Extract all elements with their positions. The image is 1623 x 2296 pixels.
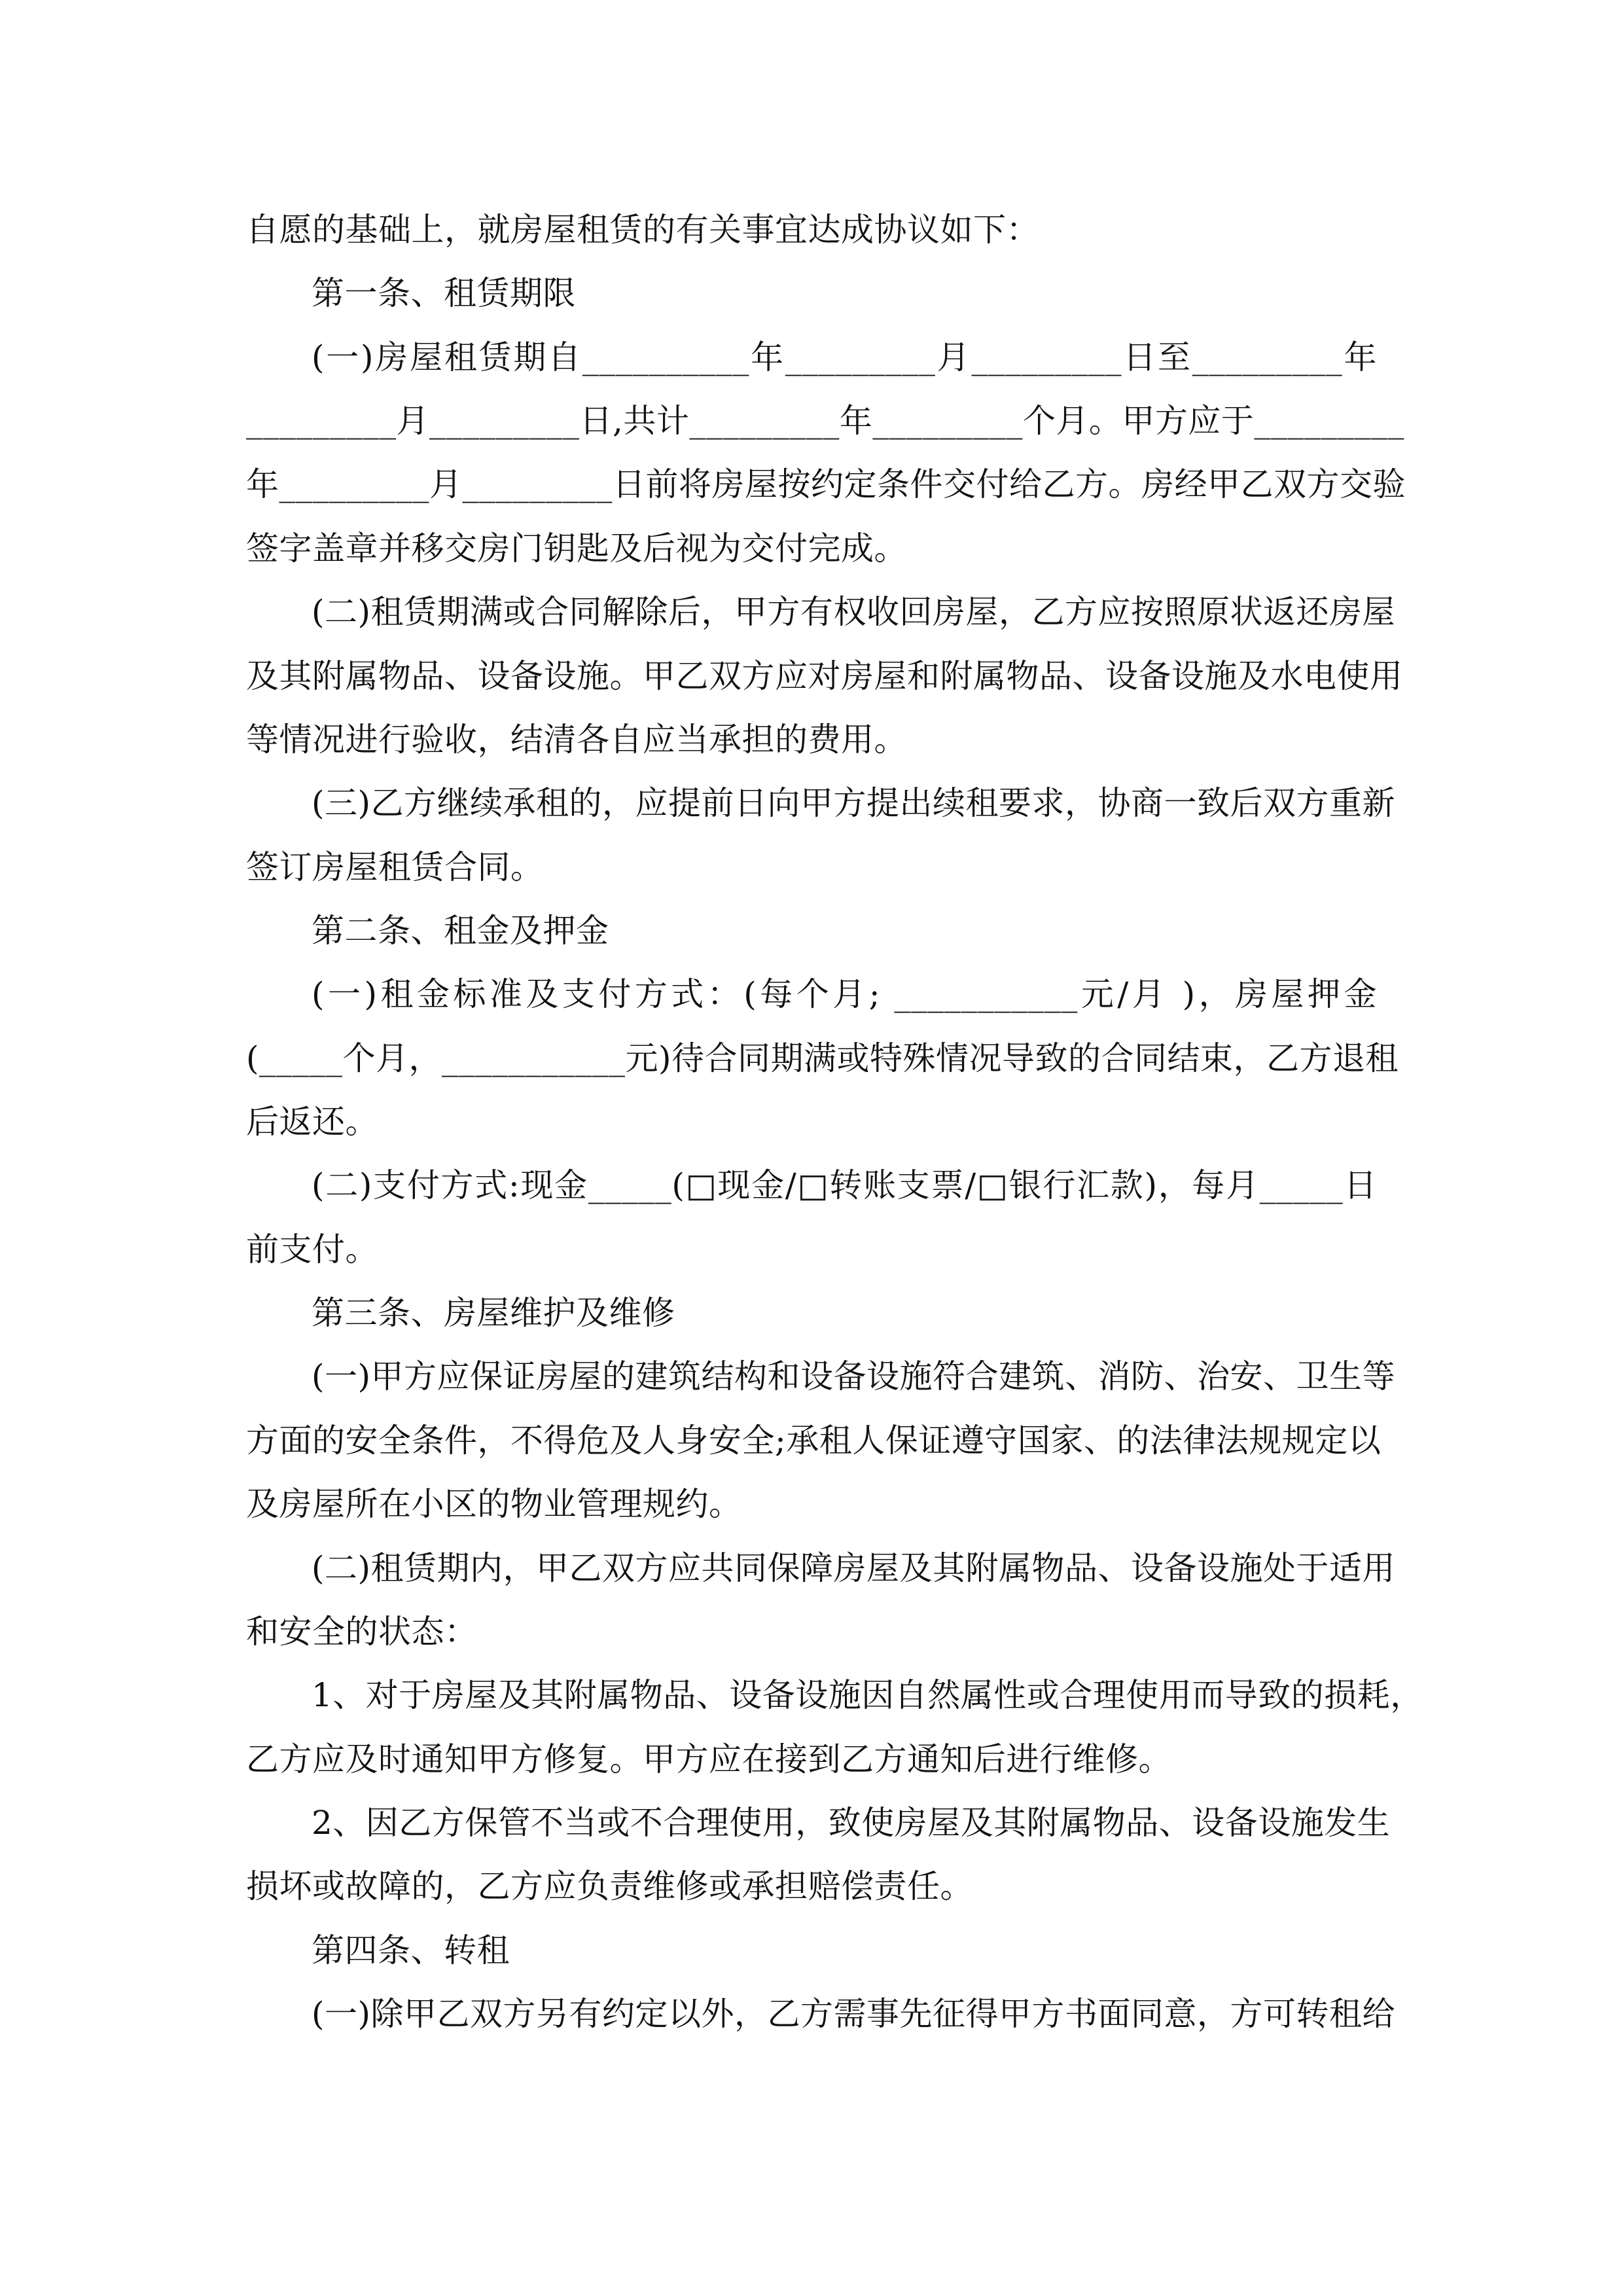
section-heading: 第一条、租赁期限 bbox=[312, 274, 576, 313]
paragraph-line: 后返还。 bbox=[246, 1103, 378, 1141]
paragraph-line: 2、因乙方保管不当或不合理使用，致使房屋及其附属物品、设备设施发生 bbox=[312, 1804, 1391, 1842]
paragraph-line: 及其附属物品、设备设施。甲乙双方应对房屋和附属物品、设备设施及水电使用 bbox=[246, 656, 1403, 695]
paragraph-line: 自愿的基础上，就房屋租赁的有关事宜达成协议如下： bbox=[246, 211, 1039, 249]
paragraph-line: (一)除甲乙双方另有约定以外，乙方需事先征得甲方书面同意，方可转租给 bbox=[312, 1995, 1396, 2034]
paragraph-line: (一)房屋租赁期自__________年_________月_________日至_________年 bbox=[312, 338, 1377, 376]
paragraph-line: 乙方应及时通知甲方修复。甲方应在接到乙方通知后进行维修。 bbox=[246, 1740, 1171, 1778]
section-heading: 第四条、转租 bbox=[312, 1931, 510, 1969]
paragraph-line: 年_________月_________日前将房屋按约定条件交付给乙方。房经甲乙双方交验 bbox=[246, 465, 1406, 504]
paragraph-line: (三)乙方继续承租的，应提前日向甲方提出续租要求，协商一致后双方重新 bbox=[312, 784, 1396, 823]
paragraph-line: 方面的安全条件，不得危及人身安全;承租人保证遵守国家、的法律法规规定以 bbox=[246, 1421, 1382, 1460]
paragraph-line: 和安全的状态： bbox=[246, 1612, 478, 1651]
paragraph-line: (一)租金标准及支付方式：(每个月; ___________元/月 )，房屋押金 bbox=[312, 975, 1377, 1014]
paragraph-line: (二)租赁期满或合同解除后，甲方有权收回房屋，乙方应按照原状返还房屋 bbox=[312, 593, 1396, 632]
section-heading: 第二条、租金及押金 bbox=[312, 911, 609, 950]
paragraph-line: 签订房屋租赁合同。 bbox=[246, 848, 544, 886]
paragraph-line: (二)租赁期内，甲乙双方应共同保障房屋及其附属物品、设备设施处于适用 bbox=[312, 1549, 1396, 1587]
paragraph-line: 损坏或故障的，乙方应负责维修或承担赔偿责任。 bbox=[246, 1867, 973, 1906]
paragraph-line: _________月_________日,共计_________年_________个月。甲方应于_________ bbox=[246, 402, 1404, 440]
paragraph-line: 及房屋所在小区的物业管理规约。 bbox=[246, 1485, 742, 1524]
section-heading: 第三条、房屋维护及维修 bbox=[312, 1294, 675, 1333]
paragraph-line: 1、对于房屋及其附属物品、设备设施因自然属性或合理使用而导致的损耗， bbox=[312, 1676, 1423, 1715]
paragraph-line: (一)甲方应保证房屋的建筑结构和设备设施符合建筑、消防、治安、卫生等 bbox=[312, 1357, 1396, 1396]
paragraph-line: 前支付。 bbox=[246, 1230, 378, 1268]
paragraph-line: (二)支付方式:现金_____(□现金/□转账支票/□银行汇款)，每月_____日 bbox=[312, 1166, 1377, 1205]
paragraph-line: (_____个月，___________元)待合同期满或特殊情况导致的合同结束，乙方退租 bbox=[246, 1039, 1399, 1077]
paragraph-line: 签字盖章并移交房门钥匙及后视为交付完成。 bbox=[246, 529, 907, 567]
paragraph-line: 等情况进行验收，结清各自应当承担的费用。 bbox=[246, 720, 907, 759]
